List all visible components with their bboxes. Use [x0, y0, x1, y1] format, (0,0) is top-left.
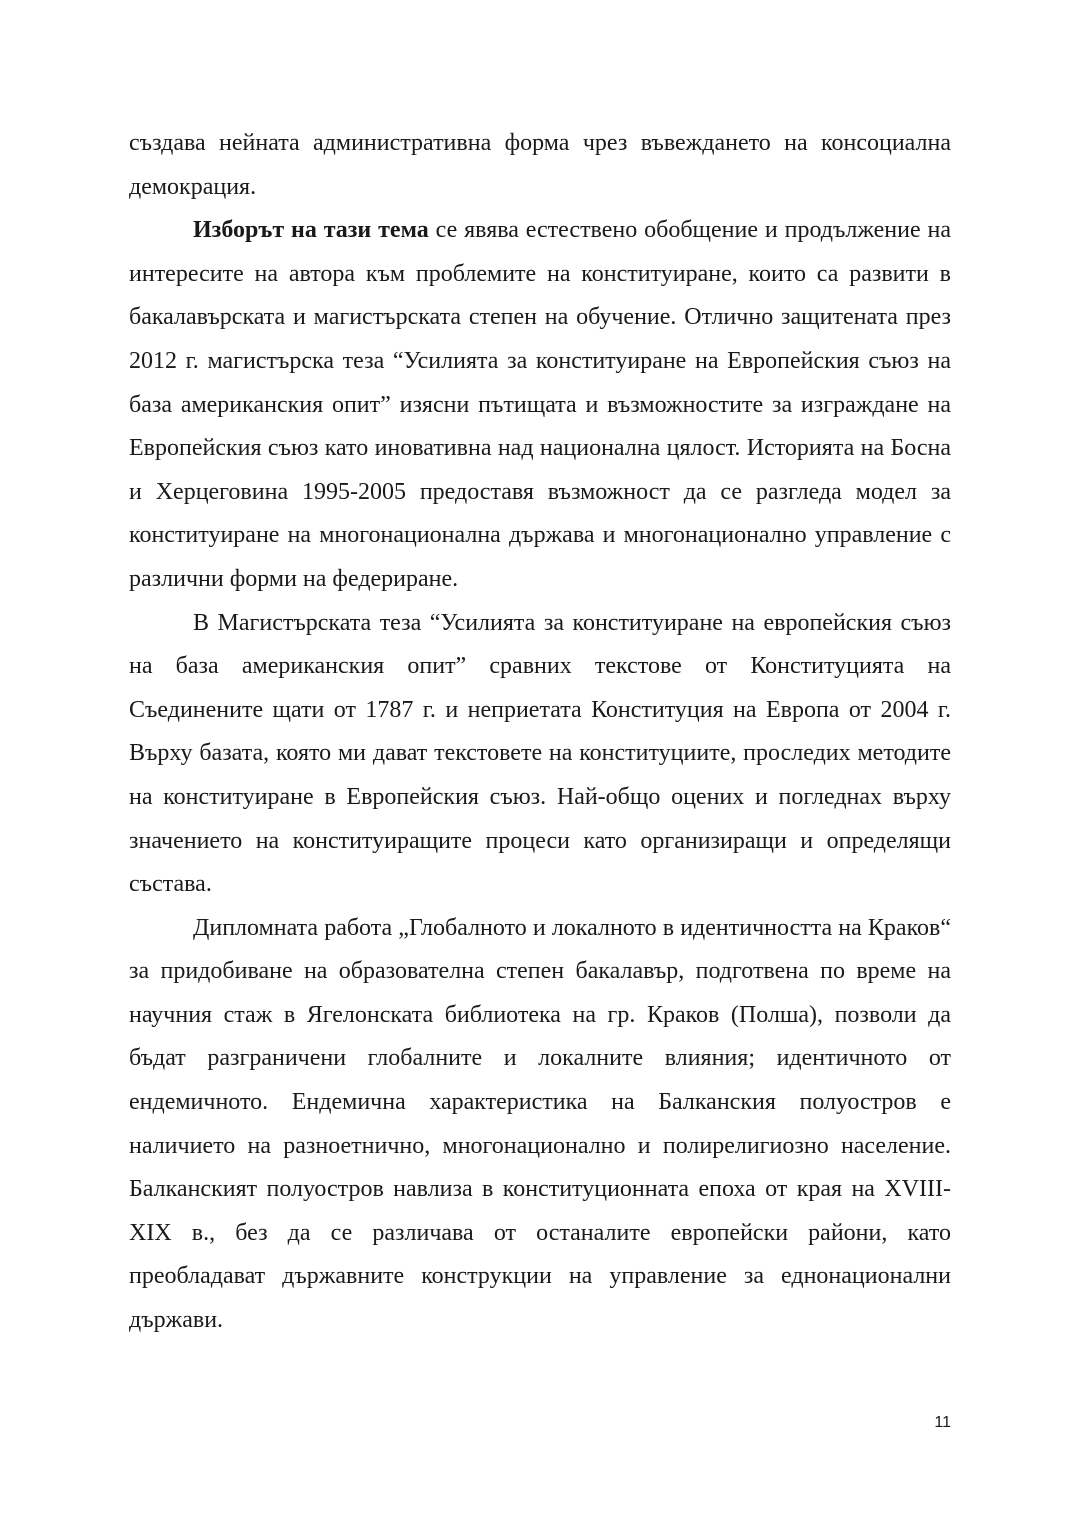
paragraph-4-text: Дипломната работа „Глобалното и локалното в идентичността на Краков“ за придобиване на образователна степен бакалавър, подготвена по време на научния стаж в Ягелонската библиотека на гр. Краков (Полша), позволи да бъдат разграничени глобалните и локалните влияния; идентичното от ендемичното. Ендемична характеристика на Балканския полуостров е наличието на разноетнично, многонационално и полирелигиозно население. Балканският полуостров навлиза в конституционната епоха от края на XVIII-XIX в., без да се различава от останалите европейски райони, като преобладават държавните конструкции на управление за еднонационални държави. — [129, 914, 951, 1334]
page-number: 11 — [934, 1414, 951, 1431]
paragraph-1 — [129, 122, 951, 209]
paragraph-1-text: създава нейната административна форма чрез въвеждането на консоциална демокрация. — [129, 130, 951, 200]
paragraph-2 — [129, 209, 951, 601]
paragraph-2-text: се явява естествено обобщение и продължение на интересите на автора към проблемите на конституиране, които са развити в бакалавърската и магистърската степен на обучение. Отлично защитената през 2012 г. магистърска теза “Усилията за конституиране на Европейския съюз на база американския опит” изясни пътищата и възможностите за изграждане на Европейския съюз като иновативна над национална цялост. Историята на Босна и Херцеговина 1995-2005 предоставя възможност да се разгледа модел за конституиране на многонационална държава и многонационално управление с различни форми на федериране. — [129, 217, 951, 592]
paragraph-4 — [129, 907, 951, 1343]
paragraph-3-text: В Магистърската теза “Усилията за конституиране на европейския съюз на база американския опит” сравних текстове от Конституцията на Съединените щати от 1787 г. и неприетата Конституция на Европа от 2004 г. Върху базата, която ми дават текстовете на конституциите, проследих методите на конституиране в Европейския съюз. Най-общо оцених и погледнах върху значението на конституиращите процеси като организиращи и определящи състава. — [129, 609, 951, 898]
paragraph-3 — [129, 602, 951, 907]
body-text — [129, 122, 951, 1343]
paragraph-2-bold-lead: Изборът на тази тема — [193, 217, 429, 244]
